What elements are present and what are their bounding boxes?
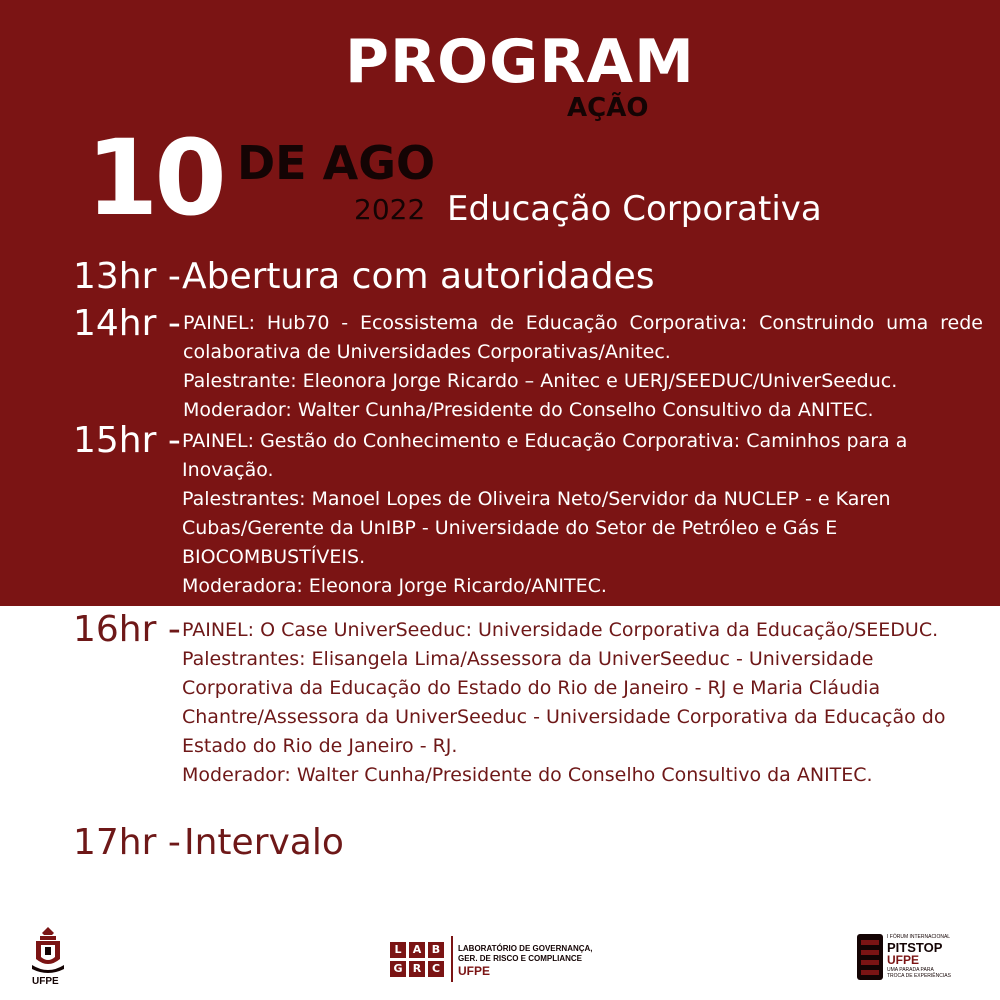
schedule-title-13: Abertura com autoridades	[182, 256, 655, 297]
labgrc-logo	[390, 936, 620, 984]
lab-cell: A	[409, 942, 425, 958]
pitstop-sub: UFPE	[887, 953, 920, 967]
event-month: DE AGO	[237, 136, 436, 190]
panel-line: PAINEL: O Case UniverSeeduc: Universidade Corporativa da Educação/SEEDUC.	[182, 619, 939, 641]
ufpe-label: UFPE	[32, 976, 59, 987]
pitstop-name: PITSTOP	[887, 940, 943, 955]
event-year: 2022	[354, 193, 426, 226]
grc-cell: G	[390, 961, 406, 977]
event-theme: Educação Corporativa	[447, 189, 822, 229]
grc-cell: C	[428, 961, 444, 977]
schedule-hour-14: 14hr -	[73, 303, 181, 344]
schedule-title-17: Intervalo	[184, 822, 344, 863]
lab-line-3: UFPE	[458, 964, 491, 978]
lab-cell: L	[390, 942, 406, 958]
pitstop-logo	[855, 932, 975, 984]
speaker-line: Palestrantes: Manoel Lopes de Oliveira Neto/Servidor da NUCLEP - e Karen Cubas/Gerente da UnIBP - Universidade do Setor de Petróleo e Gás E BIOCOMBUSTÍVEIS.	[182, 488, 891, 568]
pitstop-mark-icon	[855, 932, 885, 982]
moderator-line: Moderador: Walter Cunha/Presidente do Conselho Consultivo da ANITEC.	[182, 764, 873, 786]
lab-line-2: GER. DE RISCO E COMPLIANCE	[458, 954, 583, 963]
logo-divider	[451, 936, 453, 982]
schedule-hour-13: 13hr -	[73, 256, 181, 297]
grc-cell: R	[409, 961, 425, 977]
schedule-item-16	[182, 616, 962, 790]
pitstop-top: I FÓRUM INTERNACIONAL	[887, 934, 951, 940]
page-title-suffix: AÇÃO	[567, 93, 649, 123]
moderator-line: Moderador: Walter Cunha/Presidente do Conselho Consultivo da ANITEC.	[183, 399, 874, 421]
panel-line: PAINEL: Hub70 - Ecossistema de Educação Corporativa: Construindo uma rede colaborativa de Universidades Corporativas/Anitec.	[183, 312, 983, 363]
panel-line: PAINEL: Gestão do Conhecimento e Educação Corporativa: Caminhos para a Inovação.	[182, 430, 908, 481]
speaker-line: Palestrantes: Elisangela Lima/Assessora da UniverSeeduc - Universidade Corporativa da Educação do Estado do Rio de Janeiro - RJ e Maria Cláudia Chantre/Assessora da UniverSeeduc - Universidade Corporativa da Educação do Estado do Rio de Janeiro - RJ.	[182, 648, 946, 757]
page-title: PROGRAM	[345, 27, 695, 97]
ufpe-logo	[28, 925, 68, 990]
moderator-line: Moderadora: Eleonora Jorge Ricardo/ANITEC.	[182, 575, 607, 597]
speaker-line: Palestrante: Eleonora Jorge Ricardo – Anitec e UERJ/SEEDUC/UniverSeeduc.	[183, 370, 898, 392]
event-day: 10	[86, 117, 223, 239]
ufpe-crest-icon	[28, 925, 68, 975]
lab-line-1: LABORATÓRIO DE GOVERNANÇA,	[458, 944, 593, 953]
schedule-hour-15: 15hr -	[73, 420, 181, 461]
schedule-hour-17: 17hr -	[73, 822, 181, 863]
schedule-item-15	[182, 427, 977, 601]
schedule-hour-16: 16hr -	[73, 609, 181, 650]
pitstop-tag-1: UMA PARADA PARA	[887, 967, 934, 973]
pitstop-tag-2: TROCA DE EXPERIÊNCIAS	[887, 973, 951, 979]
schedule-item-14	[183, 309, 983, 425]
lab-cell: B	[428, 942, 444, 958]
